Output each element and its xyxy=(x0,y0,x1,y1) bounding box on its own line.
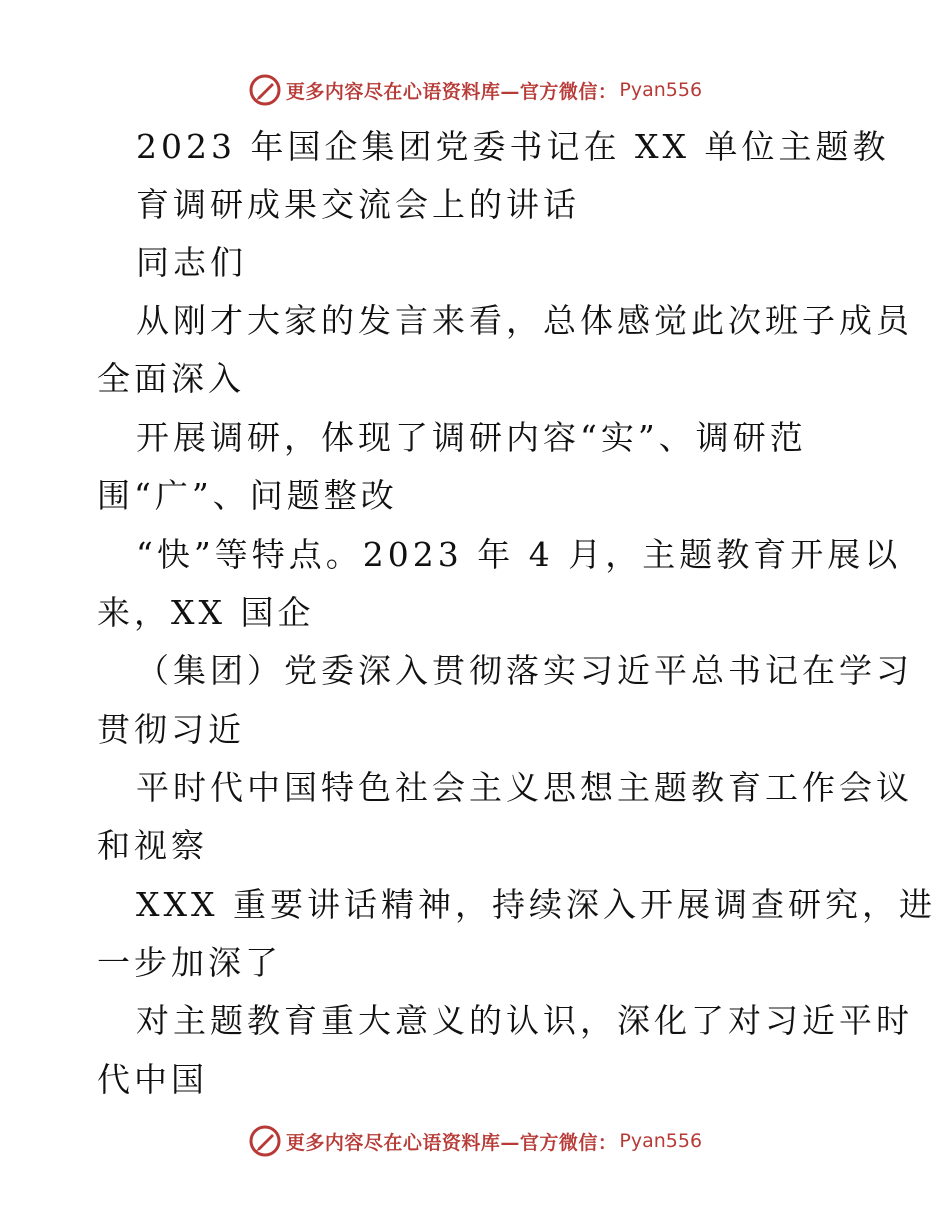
banner-contact: Pyan556 xyxy=(619,1130,703,1152)
paragraph-line: 平时代中国特色社会主义思想主题教育工作会议 xyxy=(136,768,913,807)
paragraph-line: 开展调研，体现了调研内容“实”、调研范 xyxy=(136,418,807,457)
paragraph-line: （集团）党委深入贯彻落实习近平总书记在学习 xyxy=(136,651,913,690)
title-line: 育调研成果交流会上的讲话 xyxy=(136,185,580,224)
banner-text: 更多内容尽在心语资料库—官方微信： xyxy=(285,80,618,103)
paragraph-line: 一步加深了 xyxy=(97,943,282,982)
paragraph-line: 全面深入 xyxy=(97,359,245,398)
paragraph-line: 来，XX 国企 xyxy=(97,593,315,632)
paragraph-line: 围“广”、问题整改 xyxy=(97,476,398,515)
quill-pen-logo-icon xyxy=(248,1124,282,1158)
title-line: 2023 年国企集团党委书记在 XX 单位主题教 xyxy=(136,127,890,166)
paragraph-line: 和视察 xyxy=(97,826,208,865)
paragraph-line: “快”等特点。2023 年 4 月，主题教育开展以 xyxy=(136,535,902,574)
paragraph-line: 贯彻习近 xyxy=(97,710,245,749)
header-banner xyxy=(0,70,950,110)
paragraph-line: 代中国 xyxy=(97,1060,208,1099)
paragraph-line: XXX 重要讲话精神，持续深入开展调查研究，进 xyxy=(136,885,936,924)
footer-banner xyxy=(0,1121,950,1161)
paragraph-line: 对主题教育重大意义的认识，深化了对习近平时 xyxy=(136,1001,913,1040)
banner-contact: Pyan556 xyxy=(619,79,703,101)
banner-text: 更多内容尽在心语资料库—官方微信： xyxy=(285,1131,618,1154)
salutation: 同志们 xyxy=(136,243,247,282)
paragraph-line: 从刚才大家的发言来看，总体感觉此次班子成员 xyxy=(136,301,913,340)
quill-pen-logo-icon xyxy=(248,73,282,107)
